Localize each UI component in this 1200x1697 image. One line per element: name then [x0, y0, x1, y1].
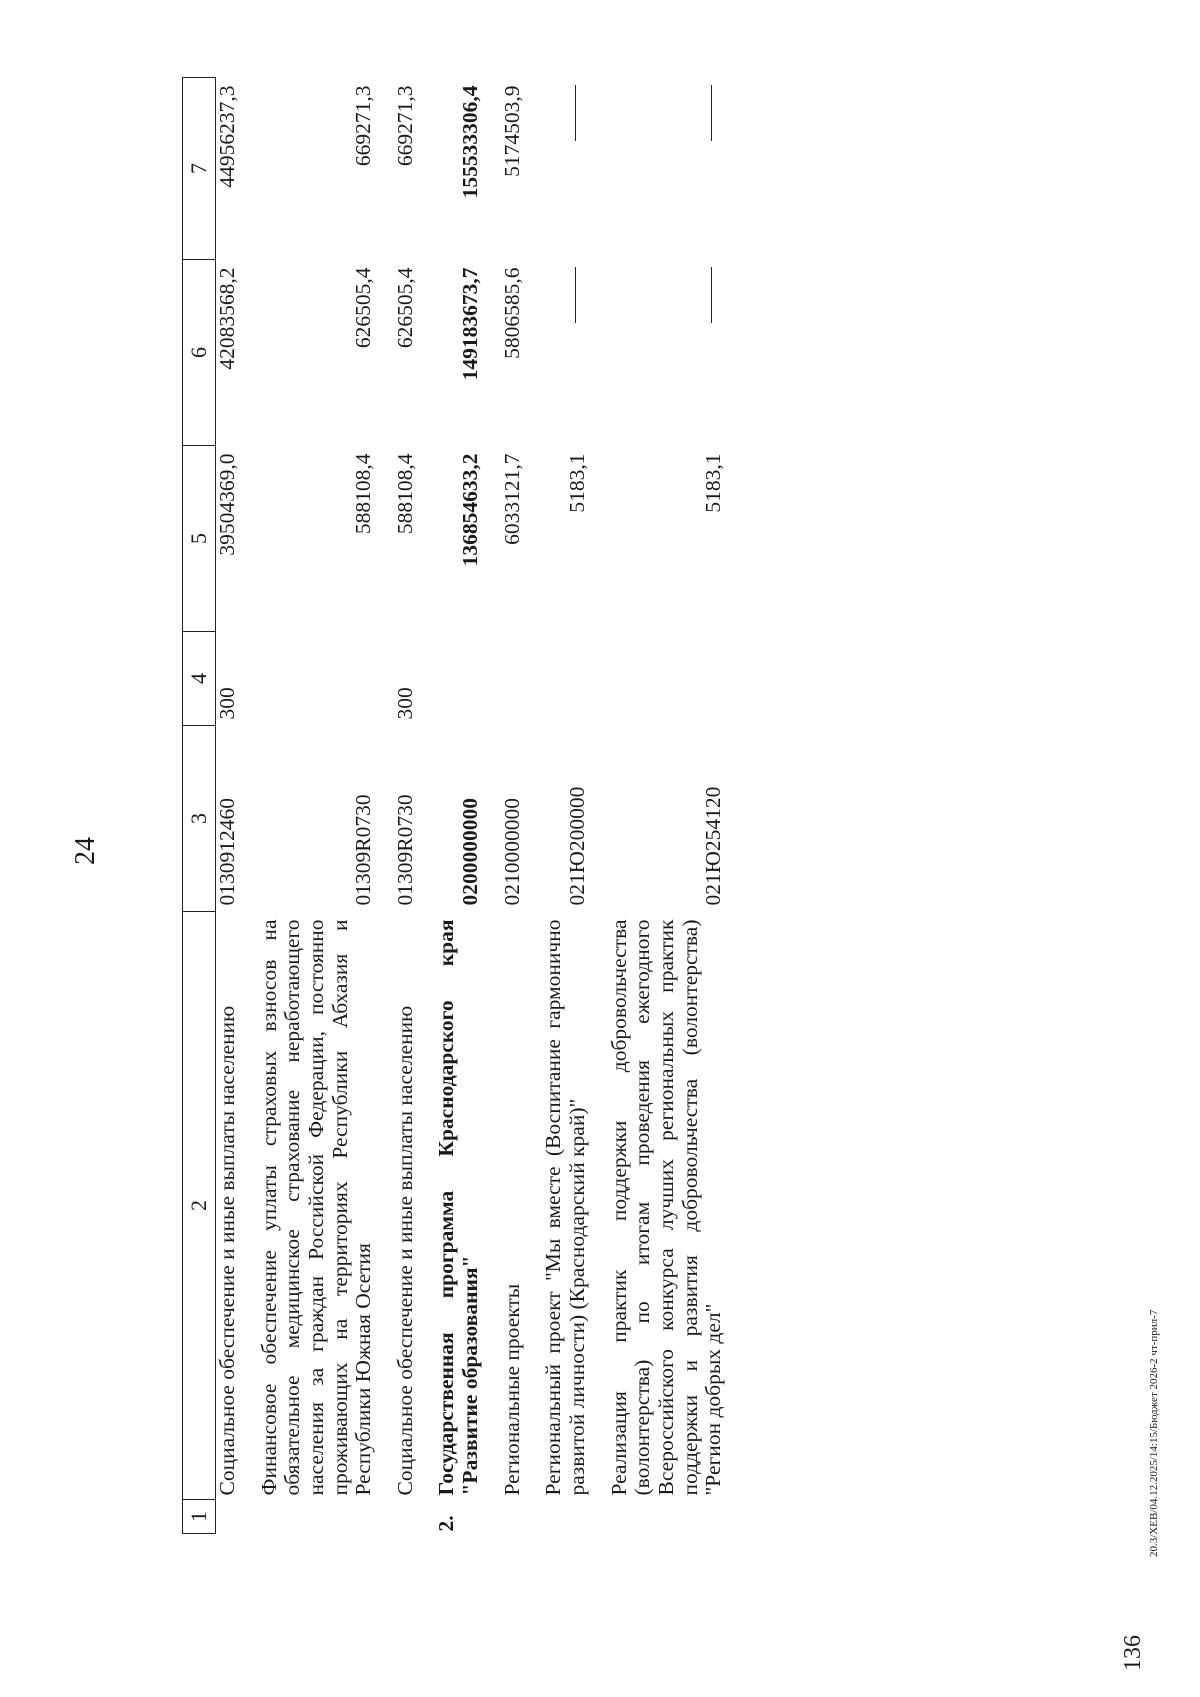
- empty-value-dash: [575, 268, 576, 324]
- table-row: [258, 78, 376, 1534]
- row-spacer-cell: [483, 78, 501, 1534]
- column-header: 4: [183, 632, 216, 726]
- row-amount-2027: 149183673,7: [458, 267, 483, 381]
- row-number: [216, 1500, 240, 1534]
- column-header: 5: [183, 446, 216, 632]
- row-amount-2027: 42083568,2: [215, 267, 239, 370]
- row-expense-type: [542, 632, 589, 726]
- row-amount-2028: [542, 78, 589, 260]
- row-amount-2026: 39504369,0: [215, 453, 239, 556]
- row-number: [608, 1500, 726, 1534]
- column-header: 2: [183, 912, 216, 1500]
- table-row: [394, 78, 418, 1534]
- row-expense-type: [501, 632, 525, 726]
- row-amount-2027: [542, 260, 589, 446]
- row-amount-2026: 5183,1: [565, 453, 590, 513]
- table-header-row: [183, 78, 216, 1534]
- row-amount-2027: 5806585,6: [499, 267, 524, 359]
- row-amount-2026: 5183,1: [701, 453, 726, 513]
- row-name: Социальное обеспечение и иные выплаты населению: [215, 1005, 239, 1496]
- row-spacer: [590, 78, 608, 1534]
- table-row: [542, 78, 589, 1534]
- row-spacer: [376, 78, 394, 1534]
- row-spacer: [240, 78, 258, 1534]
- column-header: 6: [183, 260, 216, 446]
- row-spacer-cell: [524, 78, 542, 1534]
- row-number: [501, 1500, 525, 1534]
- row-spacer-cell: [417, 78, 435, 1534]
- page-number: 24: [70, 837, 101, 865]
- row-spacer-cell: [376, 78, 394, 1534]
- row-amount-2028: 44956237,3: [215, 85, 239, 188]
- row-name: Финансовое обеспечение уплаты страховых взносов на обязательное медицинское страхование неработающего населения за граждан Российской Федерации, постоянно проживающих на территориях Республики Абхазия и Республики Южная Осетия: [256, 919, 376, 1496]
- row-name: Региональный проект "Мы вместе (Воспитание гармонично развитой личности) (Краснодарский край)": [541, 919, 590, 1496]
- row-code: 01309R0730: [351, 794, 376, 906]
- row-spacer-cell: [240, 78, 258, 1534]
- empty-value-dash: [711, 86, 712, 142]
- row-name: Реализация практик поддержки добровольчества (волонтерства) по итогам проведения ежегодного Всероссийского конкурса лучших региональных практик поддержки и развития добровольчества (волонтерства) "Регион добрых дел": [606, 919, 726, 1496]
- column-header: 3: [183, 726, 216, 912]
- row-code: 01309R0730: [392, 794, 417, 906]
- row-amount-2028: [608, 78, 726, 260]
- row-code: 0210000000: [499, 798, 524, 906]
- row-expense-type: 300: [392, 687, 417, 720]
- row-number: 2.: [434, 1515, 459, 1532]
- row-amount-2027: 626505,4: [351, 267, 376, 349]
- row-amount-2026: 588108,4: [351, 453, 376, 535]
- row-amount-2027: 626505,4: [392, 267, 417, 349]
- empty-value-dash: [575, 86, 576, 142]
- row-name: Социальное обеспечение и иные выплаты населению: [392, 1005, 417, 1496]
- row-amount-2028: 155533306,4: [458, 85, 483, 199]
- row-amount-2028: 669271,3: [392, 85, 417, 167]
- row-code: 021Ю200000: [565, 786, 590, 906]
- row-number: [394, 1500, 418, 1534]
- row-expense-type: [608, 632, 726, 726]
- row-number: [258, 1500, 376, 1534]
- budget-table: [182, 77, 726, 1534]
- row-expense-type: [258, 632, 376, 726]
- table-row: [501, 78, 525, 1534]
- sheet-number: 136: [1120, 1635, 1146, 1671]
- table-row: [435, 78, 482, 1534]
- row-amount-2028: 669271,3: [351, 85, 376, 167]
- row-code: 0130912460: [215, 798, 239, 906]
- row-amount-2028: 5174503,9: [499, 85, 524, 177]
- document-stamp: 20.3/ХЕВ/04.12.2025/14:15/Бюджет 2026-2 чт-прил-7: [1148, 1309, 1160, 1557]
- table-row: [608, 78, 726, 1534]
- empty-value-dash: [711, 268, 712, 324]
- column-header: 1: [183, 1500, 216, 1534]
- row-spacer: [417, 78, 435, 1534]
- row-spacer-cell: [590, 78, 608, 1534]
- row-expense-type: 300: [215, 687, 239, 720]
- row-code: 0200000000: [458, 798, 483, 906]
- row-spacer: [524, 78, 542, 1534]
- column-header: 7: [183, 78, 216, 260]
- row-amount-2026: 6033121,7: [499, 453, 524, 545]
- row-amount-2026: 588108,4: [392, 453, 417, 535]
- row-expense-type: [435, 632, 482, 726]
- row-amount-2026: 136854633,2: [458, 453, 483, 567]
- row-number: [542, 1500, 589, 1534]
- row-spacer: [483, 78, 501, 1534]
- row-name: Региональные проекты: [499, 1283, 524, 1496]
- row-amount-2027: [608, 260, 726, 446]
- row-code: 021Ю254120: [701, 786, 726, 906]
- table-row: [216, 78, 240, 1534]
- row-name: Государственная программа Краснодарского края "Развитие образования": [434, 919, 483, 1496]
